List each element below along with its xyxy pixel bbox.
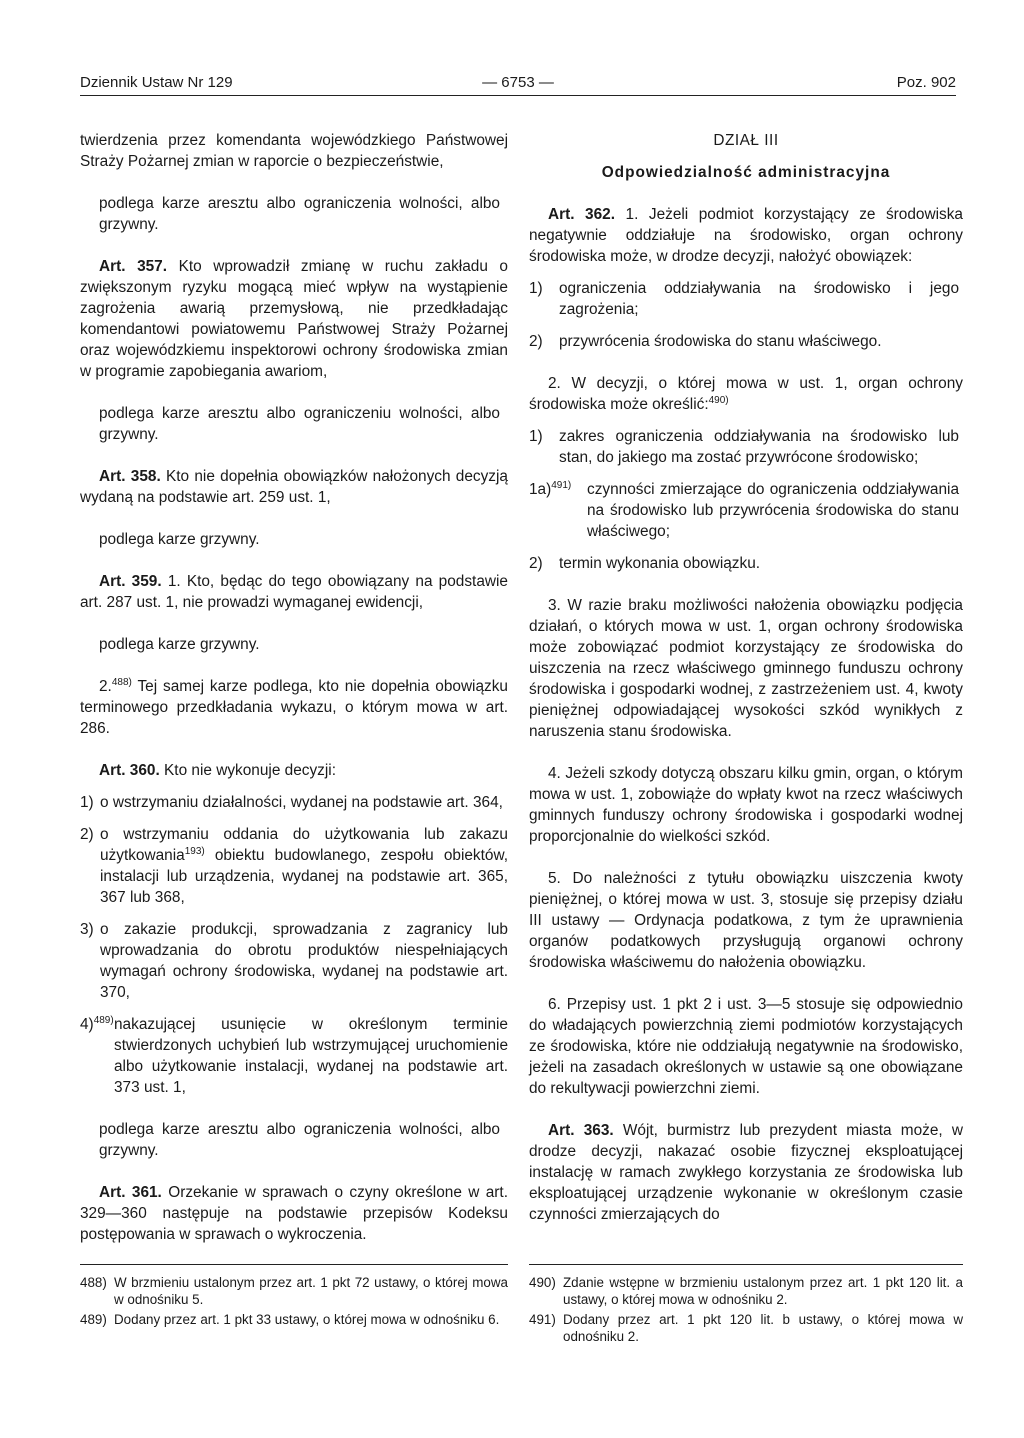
sanction-text: podlega karze aresztu albo ograniczenia wolności, albo grzywny.	[99, 195, 500, 233]
paragraph-text: 2. W decyzji, o której mowa w ust. 1, organ ochrony środowiska może określić:	[529, 375, 963, 413]
sanction-text: podlega karze aresztu albo ograniczenia wolności, albo grzywny.	[99, 1121, 500, 1159]
point-text: o zakazie produkcji, sprowadzania z zagranicy lub wprowadzania do obrotu produktów niespełniających wymagań ochrony środowiska, wydanej na podstawie art. 370,	[100, 921, 508, 1001]
footnote-number: 489)	[80, 1312, 107, 1327]
footnote-number: 491)	[529, 1312, 556, 1327]
point-number: 2)	[80, 826, 94, 843]
article-358	[80, 466, 508, 508]
running-header	[80, 74, 956, 98]
point-number: 1)	[529, 428, 543, 445]
position-number: Poz. 902	[896, 74, 956, 91]
point-text: ograniczenia oddziaływania na środowisko i jego zagrożenia;	[559, 280, 959, 318]
list-item	[529, 553, 963, 574]
article-362	[529, 204, 963, 267]
article-359	[80, 571, 508, 613]
point-text: nakazującej usunięcie w określonym terminie stwierdzonych uchybień lub wstrzymującej uruchomienie albo użytkowanie instalacji, wydanej na podstawie art. 373 ust. 1,	[114, 1016, 508, 1096]
article-text: Kto nie wykonuje decyzji:	[159, 762, 336, 779]
point-number: 1)	[80, 794, 94, 811]
point-text-part: o wstrzymaniu oddania do użytkowania lub zakazu użytkowania	[100, 826, 508, 864]
paragraph-3: 3. W razie braku możliwości nałożenia obowiązku podjęcia działań, o których mowa w ust. 1, organ ochrony środowiska może zobowiązać podmiot korzystający ze środowiska do uiszczenia na rzecz właściwego gminnego funduszu ochrony środowiska i gospodarki wodnej, z zastrzeżeniem ust. 4, kwoty pieniężnej odpowiadającej wysokości szkód wynikłych z naruszenia stanu środowiska.	[529, 597, 963, 740]
article-text: Wójt, burmistrz lub prezydent miasta może, w drodze decyzji, nakazać osobie fizycznej eksploatującej instalację w ramach zwykłego korzystania ze środowiska lub eksploatującej urządzenie wykonanie w określonym czasie czynności zmierzających do	[529, 1122, 963, 1223]
article-label: Art. 363.	[548, 1122, 614, 1139]
list-item	[529, 426, 963, 468]
article-label: Art. 359.	[99, 573, 162, 590]
paragraph-2	[529, 373, 963, 415]
journal-title: Dziennik Ustaw Nr 129	[80, 74, 233, 91]
list-item	[80, 1014, 508, 1098]
point-text: przywrócenia środowiska do stanu właściwego.	[559, 333, 882, 350]
footnote	[80, 1274, 508, 1308]
footnote-ref: 491)	[551, 479, 572, 491]
article-363	[529, 1120, 963, 1225]
article-360	[80, 760, 508, 781]
continuation-paragraph: twierdzenia przez komendanta wojewódzkiego Państwowej Straży Pożarnej zmian w raporcie o bezpieczeństwie,	[80, 132, 508, 170]
point-number-text: 1a)	[529, 481, 552, 498]
footnote-text: Dodany przez art. 1 pkt 120 lit. b ustawy, o której mowa w odnośniku 2.	[563, 1312, 963, 1344]
article-359-paragraph-2	[80, 676, 508, 739]
article-text: Orzekanie w sprawach o czyny określone w art. 329—360 następuje na podstawie przepisów Kodeksu postępowania w sprawach o wykroczenia.	[80, 1184, 508, 1243]
point-number	[529, 479, 587, 542]
article-361	[80, 1182, 508, 1245]
point-number: 2)	[529, 333, 543, 350]
list-item	[529, 331, 963, 352]
footnote-rule	[529, 1264, 963, 1265]
footnote-rule	[80, 1264, 508, 1265]
list-item	[80, 824, 508, 908]
article-357	[80, 256, 508, 382]
article-text: Kto wprowadził zmianę w ruchu zakładu o zwiększonym ryzyku mogącą mieć wpływ na wystąpienie zagrożenia awarią przemysłową, nie przedkładając komendantowi powiatowemu Państwowej Straży Pożarnej oraz wojewódzkiemu inspektorowi ochrony środowiska zmian w programie zapobiegania awariom,	[80, 258, 508, 380]
footnote-number: 490)	[529, 1275, 556, 1290]
footnote	[529, 1311, 963, 1345]
article-text: Kto nie dopełnia obowiązków nałożonych decyzją wydaną na podstawie art. 259 ust. 1,	[80, 468, 508, 506]
footnote-text: Zdanie wstępne w brzmieniu ustalonym przez art. 1 pkt 120 lit. a ustawy, o której mowa w odnośniku 2.	[563, 1275, 963, 1307]
point-text: termin wykonania obowiązku.	[559, 555, 761, 572]
point-number: 2)	[529, 555, 543, 572]
sanction-text: podlega karze grzywny.	[99, 636, 260, 653]
article-text: 1. Kto, będąc do tego obowiązany na podstawie art. 287 ust. 1, nie prowadzi wymaganej ewidencji,	[80, 573, 508, 611]
footnote-ref: 488)	[111, 676, 132, 688]
article-label: Art. 360.	[99, 762, 160, 779]
article-label: Art. 357.	[99, 258, 168, 275]
section-title: Odpowiedzialność administracyjna	[601, 164, 891, 181]
footnote-number: 488)	[80, 1275, 107, 1290]
footnote-text: W brzmieniu ustalonym przez art. 1 pkt 72 ustawy, o której mowa w odnośniku 5.	[114, 1275, 508, 1307]
list-item	[80, 919, 508, 1003]
header-rule	[80, 95, 956, 96]
paragraph-6: 6. Przepisy ust. 1 pkt 2 i ust. 3—5 stosuje się odpowiednio do władających powierzchnią ziemi podmiotów korzystających ze środowiska, które nie oddziałują negatywnie na środowisko, jeżeli na zasadach określonych w ustawie są one obowiązane do rekultywacji powierzchni ziemi.	[529, 996, 963, 1097]
point-number: 3)	[80, 921, 94, 938]
point-number	[80, 1014, 114, 1098]
footnote	[80, 1311, 508, 1328]
paragraph-5: 5. Do należności z tytułu obowiązku uiszczenia kwoty pieniężnej, o której mowa w ust. 3, stosuje się przepisy działu III ustawy — Ordynacja podatkowa, z tym że uprawnienia organów podatkowych przysługują organowi ochrony środowiska właściwemu do nałożenia obowiązku.	[529, 870, 963, 971]
footnote-ref: 193)	[184, 845, 205, 857]
point-text-part: obiektu budowlanego, zespołu obiektów, instalacji lub urządzenia, wydanej na podstawie art. 365, 367 lub 368,	[100, 847, 508, 906]
left-column	[80, 130, 508, 1245]
list-item	[529, 479, 963, 542]
list-item	[80, 792, 508, 813]
section-heading: DZIAŁ III	[713, 132, 779, 149]
footnotes-left	[80, 1264, 508, 1331]
list-item	[529, 278, 963, 320]
article-label: Art. 358.	[99, 468, 161, 485]
paragraph-text: Tej samej karze podlega, kto nie dopełnia obowiązku terminowego przedkładania wykazu, o którym mowa w art. 286.	[80, 678, 508, 737]
article-label: Art. 361.	[99, 1184, 162, 1201]
right-column	[529, 130, 963, 1225]
footnotes-right	[529, 1264, 963, 1348]
point-text: zakres ograniczenia oddziaływania na środowisko lub stan, do jakiego ma zostać przywrócone środowisko;	[559, 428, 959, 466]
article-text: 1. Jeżeli podmiot korzystający ze środowiska negatywnie oddziałuje na środowisko, organ ochrony środowiska może, w drodze decyzji, nałożyć obowiązek:	[529, 206, 963, 265]
page-number: — 6753 —	[482, 74, 554, 91]
paragraph-4: 4. Jeżeli szkody dotyczą obszaru kilku gmin, organ, o którym mowa w ust. 1, zobowiąże do wpłaty kwot na rzecz właściwych gminnych funduszy ochrony środowiska i gospodarki wodnej proporcjonalnie do wielkości szkód.	[529, 765, 963, 845]
point-text: o wstrzymaniu działalności, wydanej na podstawie art. 364,	[100, 794, 503, 811]
footnote-ref: 489)	[93, 1014, 114, 1026]
point-number-text: 4)	[80, 1016, 94, 1033]
article-label: Art. 362.	[548, 206, 615, 223]
footnote	[529, 1274, 963, 1308]
footnote-ref: 490)	[708, 394, 729, 406]
paragraph-number: 2.	[99, 678, 112, 695]
point-text: czynności zmierzające do ograniczenia oddziaływania na środowisko lub przywrócenia środowiska do stanu właściwego;	[587, 481, 959, 540]
point-text	[100, 824, 508, 908]
sanction-text: podlega karze grzywny.	[99, 531, 260, 548]
sanction-text: podlega karze aresztu albo ograniczeniu wolności, albo grzywny.	[99, 405, 500, 443]
point-number: 1)	[529, 280, 543, 297]
footnote-text: Dodany przez art. 1 pkt 33 ustawy, o której mowa w odnośniku 6.	[114, 1312, 500, 1327]
